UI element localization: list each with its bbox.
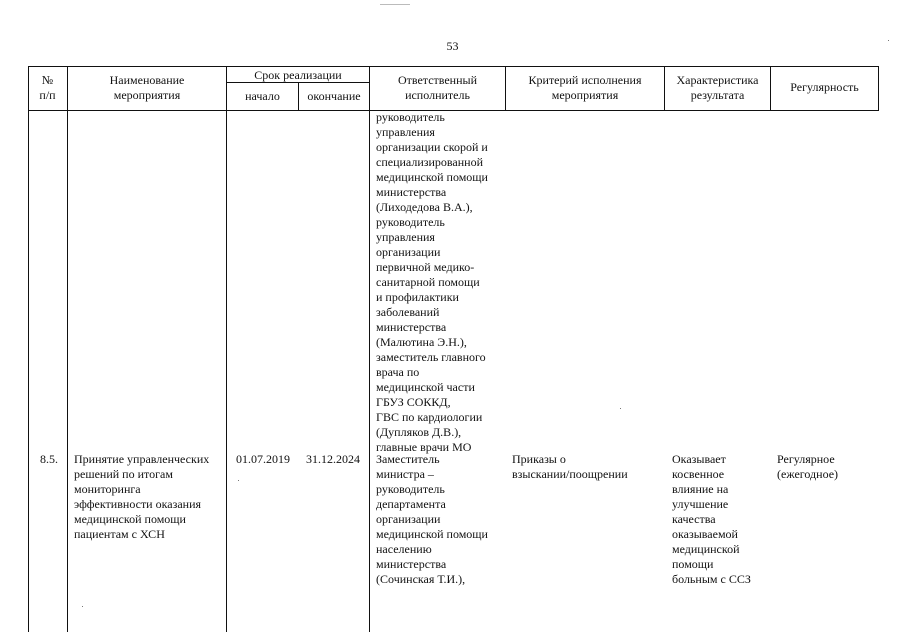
row-start-date: 01.07.2019 bbox=[236, 452, 290, 466]
header-regularity: Регулярность bbox=[790, 80, 859, 94]
header-result: Характеристика результата bbox=[676, 73, 759, 102]
header-start: начало bbox=[245, 89, 280, 103]
row-num: 8.5. bbox=[40, 452, 58, 466]
row-responsible: Заместитель министра – руководитель департамента организации медицинской помощи населению министерства (Сочинская Т.И.), bbox=[376, 452, 488, 586]
header-criterion: Критерий исполнения мероприятия bbox=[528, 73, 642, 102]
scan-speck bbox=[82, 606, 83, 607]
page-number: 53 bbox=[446, 39, 459, 53]
header-end: окончание bbox=[307, 89, 361, 103]
header-term: Срок реализации bbox=[254, 68, 342, 82]
row-name: Принятие управленческих решений по итогам мониторинга эффективности оказания медицинской помощи пациентам с ХСН bbox=[74, 452, 210, 541]
scan-speck bbox=[380, 4, 410, 5]
row-result: Оказывает косвенное влияние на улучшение качества оказываемой медицинской помощи больным с ССЗ bbox=[672, 452, 751, 586]
header-name: Наименование мероприятия bbox=[109, 73, 185, 102]
row-end-date: 31.12.2024 bbox=[306, 452, 360, 466]
scan-speck bbox=[620, 408, 621, 409]
header-responsible: Ответственный исполнитель bbox=[397, 73, 478, 102]
row-regularity: Регулярное (ежегодное) bbox=[777, 452, 839, 481]
row-criterion: Приказы о взыскании/поощрении bbox=[512, 452, 628, 481]
header-num: № п/п bbox=[39, 73, 56, 102]
scan-speck bbox=[888, 40, 889, 41]
scan-speck bbox=[238, 480, 239, 481]
continuation-responsible-text: руководитель управления организации скорой и специализированной медицинской помощи министерства (Лиходедова В.А.), руководитель управления организации первичной медико- санитарной помощи и профилактики заболеваний министерства (Малютина Э.Н.), заместитель главного врача по медицинской части ГБУЗ СОККД, ГВС по кардиологии (Дупляков Д.В.), главные врачи МО bbox=[376, 110, 488, 454]
